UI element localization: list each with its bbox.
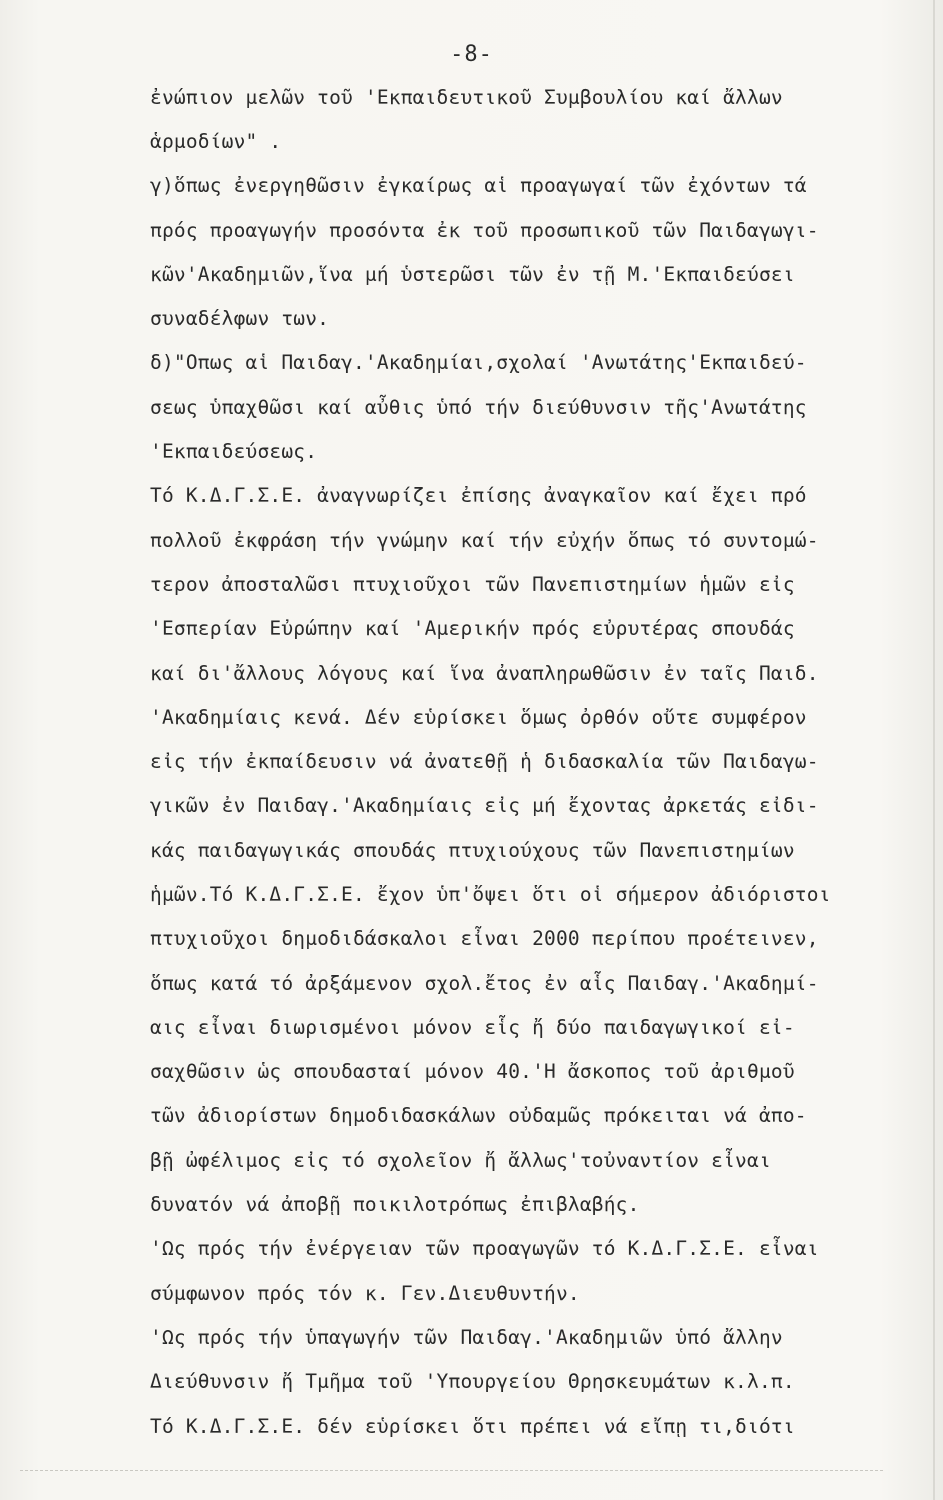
text-line: ὅπως κατά τό ἀρξάμενον σχολ.ἔτος ἐν αἷς Παιδαγ.'Ακαδημί- — [150, 972, 819, 995]
text-line: ἁρμοδίων" . — [150, 130, 282, 153]
text-line: 'Ακαδημίαις κενά. Δέν εὑρίσκει ὅμως ὀρθόν οὔτε συμφέρον — [150, 706, 807, 729]
text-line: πτυχιοῦχοι δημοδιδάσκαλοι εἶναι 2000 περίπου προέτεινεν, — [150, 927, 819, 950]
text-line: Τό Κ.Δ.Γ.Σ.Ε. δέν εὑρίσκει ὅτι πρέπει νά εἴπῃ τι,διότι — [150, 1415, 795, 1438]
text-line: βῇ ὠφέλιμος εἰς τό σχολεῖον ἤ ἄλλως'τοὐναντίον εἶναι — [150, 1149, 771, 1172]
text-line: σαχθῶσιν ὡς σπουδασταί μόνον 40.'Η ἄσκοπος τοῦ ἀριθμοῦ — [150, 1060, 795, 1083]
text-line: Τό Κ.Δ.Γ.Σ.Ε. ἀναγνωρίζει ἐπίσης ἀναγκαῖον καί ἔχει πρό — [150, 484, 807, 507]
text-line: τερον ἀποσταλῶσι πτυχιοῦχοι τῶν Πανεπιστημίων ἡμῶν εἰς — [150, 573, 795, 596]
text-line: γικῶν ἐν Παιδαγ.'Ακαδημίαις εἰς μή ἔχοντας ἀρκετάς εἰδι- — [150, 794, 819, 817]
text-line: δ)"Οπως αἱ Παιδαγ.'Ακαδημίαι,σχολαί 'Ανωτάτης'Εκπαιδεύ- — [150, 351, 807, 374]
text-line: εἰς τήν ἐκπαίδευσιν νά ἀνατεθῇ ἡ διδασκαλία τῶν Παιδαγω- — [150, 750, 819, 773]
text-line: 'Ως πρός τήν ἐνέργειαν τῶν προαγωγῶν τό Κ.Δ.Γ.Σ.Ε. εἶναι — [150, 1237, 819, 1260]
text-line: 'Εκπαιδεύσεως. — [150, 440, 318, 463]
text-line: πολλοῦ ἐκφράση τήν γνώμην καί τήν εὐχήν ὅπως τό συντομώ- — [150, 529, 819, 552]
text-line: τῶν ἀδιορίστων δημοδιδασκάλων οὐδαμῶς πρόκειται νά ἀπο- — [150, 1104, 807, 1127]
text-line: ἡμῶν.Τό Κ.Δ.Γ.Σ.Ε. ἔχον ὑπ'ὄψει ὅτι οἱ σήμερον ἀδιόριστοι — [150, 883, 831, 906]
bottom-divider — [20, 1470, 883, 1472]
text-line: Διεύθυνσιν ἤ Τμῆμα τοῦ 'Υπουργείου Θρησκευμάτων κ.λ.π. — [150, 1370, 795, 1393]
text-line: αις εἶναι διωρισμένοι μόνον εἷς ἤ δύο παιδαγωγικοί εἰ- — [150, 1016, 795, 1039]
text-line: ἐνώπιον μελῶν τοῦ 'Εκπαιδευτικοῦ Συμβουλίου καί ἄλλων — [150, 86, 783, 109]
text-line: συναδέλφων των. — [150, 307, 330, 330]
text-line: καί δι'ἄλλους λόγους καί ἵνα ἀναπληρωθῶσιν ἐν ταῖς Παιδ. — [150, 662, 819, 685]
text-line: σύμφωνον πρός τόν κ. Γεν.Διευθυντήν. — [150, 1282, 580, 1305]
text-line: κάς παιδαγωγικάς σπουδάς πτυχιούχους τῶν Πανεπιστημίων — [150, 839, 795, 862]
text-line: κῶν'Ακαδημιῶν,ἵνα μή ὑστερῶσι τῶν ἐν τῇ Μ.'Εκπαιδεύσει — [150, 263, 795, 286]
text-line: γ)ὅπως ἐνεργηθῶσιν ἐγκαίρως αἱ προαγωγαί τῶν ἐχόντων τά — [150, 174, 807, 197]
text-line: 'Ως πρός τήν ὑπαγωγήν τῶν Παιδαγ.'Ακαδημιῶν ὑπό ἄλλην — [150, 1326, 783, 1349]
text-line: δυνατόν νά ἀποβῇ ποικιλοτρόπως ἐπιβλαβής. — [150, 1193, 640, 1216]
text-line: 'Εσπερίαν Εὐρώπην καί 'Αμερικήν πρός εὐρυτέρας σπουδάς — [150, 617, 795, 640]
text-line: πρός προαγωγήν προσόντα ἐκ τοῦ προσωπικοῦ τῶν Παιδαγωγι- — [150, 219, 819, 242]
page-edge-shadow — [933, 0, 935, 1500]
text-line: σεως ὑπαχθῶσι καί αὖθις ὑπό τήν διεύθυνσιν τῆς'Ανωτάτης — [150, 396, 807, 419]
page-number: -8- — [450, 42, 493, 67]
